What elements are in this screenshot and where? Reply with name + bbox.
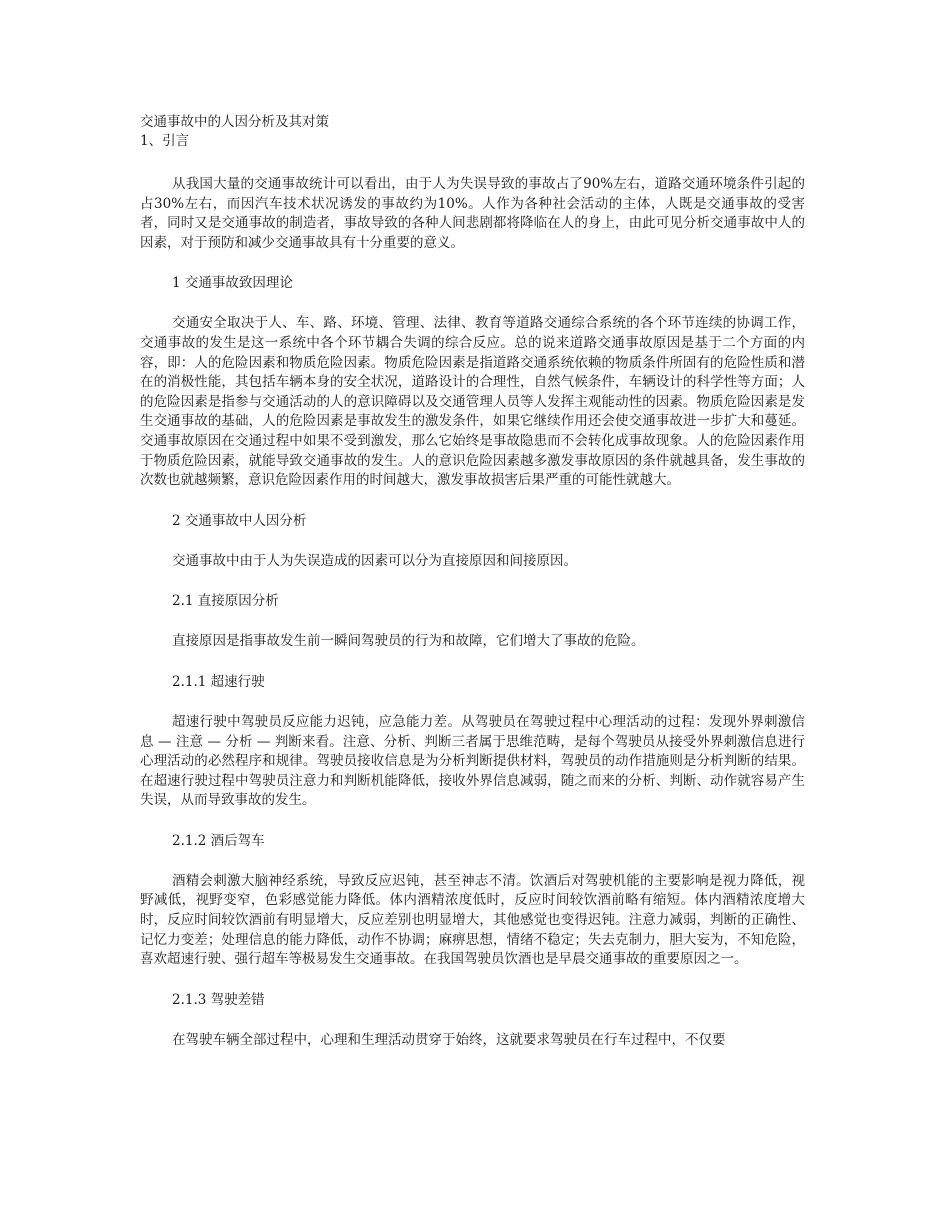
section-heading-2: 2 交通事故中人因分析 <box>172 512 307 529</box>
spacer <box>140 1010 805 1031</box>
paragraph-theory: 交通安全取决于人、车、路、环境、管理、法律、教育等道路交通综合系统的各个环节连续的协调工作，交通事故的发生是这一系统中各个环节耦合失调的综合反应。总的说来道路交通事故原因是基于二个方面的内容，即：人的危险因素和物质危险因素。物质危险因素是指道路交通系统依赖的物质条件所固有的危险性质和潜在的消极性能，其包括车辆本身的安全状况，道路设计的合理性，自然气候条件，车辆设计的科学性等方面；人的危险因素是指参与交通活动的人的意识障碍以及交通管理人员等人发挥主观能动性的因素。物质危险因素是发生交通事故的基础，人的危险因素是事故发生的激发条件，如果它继续作用还会使交通事故进一步扩大和蔓延。交通事故原因在交通过程中如果不受到激发，那么它始终是事故隐患而不会转化成事故现象。人的危险因素作用于物质危险因素，就能导致交通事故的发生。人的意识危险因素越多激发事故原因的条件就越具备，发生事故的次数也就越频繁，意识危险因素作用的时间越大，激发事故损害后果严重的可能性就越大。 <box>140 315 805 489</box>
spacer <box>140 571 805 592</box>
spacer <box>140 531 805 552</box>
spacer <box>140 611 805 632</box>
spacer <box>140 652 805 673</box>
spacer <box>140 692 805 713</box>
paragraph-drunk-driving: 酒精会刺激大脑神经系统，导致反应迟钝，甚至神志不清。饮酒后对驾驶机能的主要影响是视力降低，视野减低，视野变窄，色彩感觉能力降低。体内酒精浓度低时，反应时间较饮酒前略有缩短。体内酒精浓度增大时，反应时间较饮酒前有明显增大，反应差别也明显增大，其他感觉也变得迟钝。注意力减弱，判断的正确性、记忆力变差；处理信息的能力降低，动作不协调；麻痹思想，情绪不稳定；失去克制力，胆大妄为，不知危险，喜欢超速行驶、强行超车等极易发生交通事故。在我国驾驶员饮酒也是早晨交通事故的重要原因之一。 <box>140 872 805 968</box>
spacer <box>140 151 805 175</box>
spacer <box>140 811 805 832</box>
section-heading-2-1-2: 2.1.2 酒后驾车 <box>172 832 265 849</box>
paragraph-intro: 从我国大量的交通事故统计可以看出，由于人为失误导致的事故占了90%左右，道路交通环境条件引起的占30%左右，而因汽车技术状况诱发的事故约为10%。人作为各种社会活动的主体，人既是交通事故的受害者，同时又是交通事故的制造者，事故导致的各种人间悲剧都将降临在人的身上，由此可见分析交通事故中人的因素，对于预防和减少交通事故具有十分重要的意义。 <box>140 176 805 251</box>
intro-heading: 1、引言 <box>140 133 190 149</box>
spacer <box>140 491 805 512</box>
paragraph-direct-causes: 直接原因是指事故发生前一瞬间驾驶员的行为和故障，它们增大了事故的危险。 <box>172 633 645 650</box>
paragraph-human-factors: 交通事故中由于人为失误造成的因素可以分为直接原因和间接原因。 <box>172 552 577 569</box>
spacer <box>140 851 805 872</box>
paragraph-speeding: 超速行驶中驾驶员反应能力迟钝，应急能力差。从驾驶员在驾驶过程中心理活动的过程：发现外界刺激信息 — 注意 — 分析 — 判断来看。注意、分析、判断三者属于思维范畴，是每个驾驶员从接受外界刺激信息进行心理活动的必然程序和规律。驾驶员接收信息是为分析判断提供材料，驾驶员的动作措施则是分析判断的结果。在超速行驶过程中驾驶员注意力和判断机能降低，接收外界信息减弱，随之而来的分析、判断、动作就容易产生失误，从而导致事故的发生。 <box>140 713 805 809</box>
section-heading-2-1-1: 2.1.1 超速行驶 <box>172 673 265 690</box>
spacer <box>140 253 805 274</box>
paragraph-driving-errors: 在驾驶车辆全部过程中，心理和生理活动贯穿于始终，这就要求驾驶员在行车过程中，不仅要 <box>172 1031 726 1048</box>
section-heading-1: 1 交通事故致因理论 <box>172 275 293 292</box>
section-heading-2-1-3: 2.1.3 驾驶差错 <box>172 991 265 1008</box>
spacer <box>140 970 805 991</box>
spacer <box>140 293 805 314</box>
document-title: 交通事故中的人因分析及其对策 <box>140 114 329 130</box>
section-heading-2-1: 2.1 直接原因分析 <box>172 593 279 610</box>
document-page <box>140 113 805 1050</box>
